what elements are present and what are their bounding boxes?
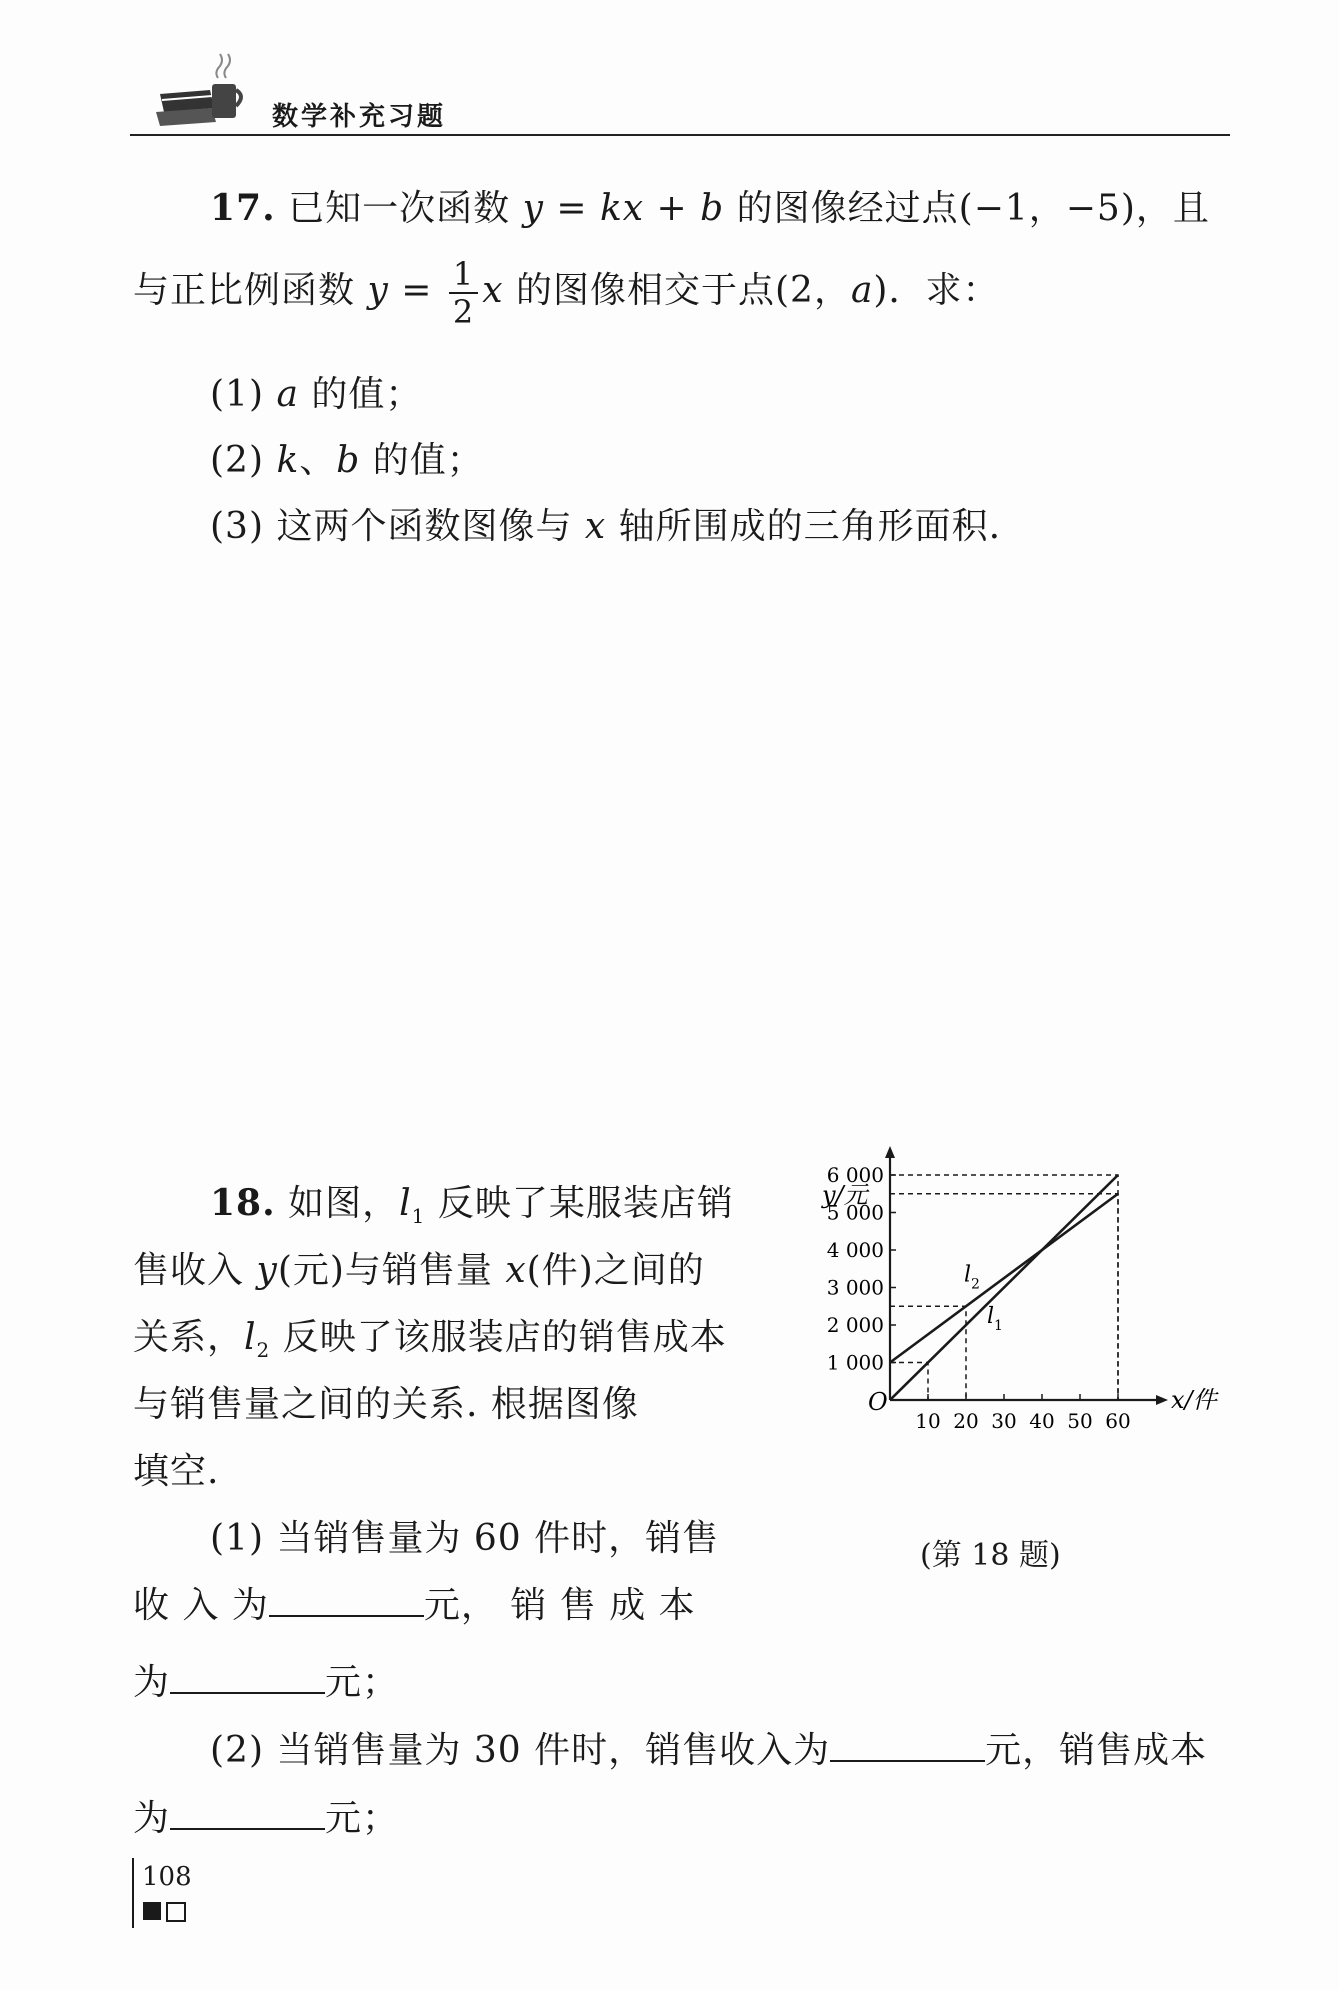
q17-line-2: 与正比例函数 y = $\frac{1}{2}$ x 的图像相交于点(2，a)．求： [133,255,1000,331]
books-and-cup-icon [152,50,252,130]
part-text: 的值； [372,440,484,481]
part-text: 的值； [311,374,423,415]
q18-line-2: 售收入 y(元)与销售量 x(件)之间的 [133,1250,705,1291]
x-axis-arrow-icon [1156,1395,1168,1405]
q17-linear-equation: y [522,188,544,229]
x-tick-label: 50 [1067,1409,1093,1433]
part-label: (1) [210,374,264,415]
q18-line-3: 关系，$l_2$ 反映了该服装店的销售成本 [133,1317,727,1363]
q17-part-1: (1) a 的值； [210,374,423,415]
series-label-subscript: 1 [994,1318,1003,1334]
answer-blank[interactable] [170,1662,325,1694]
y-axis-label: y/元 [822,1181,868,1209]
series-label-l2: l [964,1262,972,1288]
q17-text: 的图像经过点(−1，−5)，且 [736,188,1210,229]
q18-line-5: 填空. [133,1451,220,1492]
part-text: 、 [299,440,337,481]
q17-text: )．求： [873,270,1000,311]
x-tick-label: 60 [1105,1409,1131,1433]
empty-square-icon [166,1902,186,1922]
x-tick-label: 10 [915,1409,941,1433]
header-divider [130,134,1230,136]
q17-text: 已知一次函数 [288,188,511,229]
x-tick-label: 40 [1029,1409,1055,1433]
answer-blank[interactable] [170,1798,325,1830]
q18-text: 为 [133,1662,171,1703]
q18-text: (2) 当销售量为 30 件时，销售收入为 [210,1730,831,1771]
fraction-one-half: $\frac{1}{2}$ [449,256,478,330]
q18-text: 元； [325,1798,400,1839]
q18-text: (件)之间的 [526,1250,705,1291]
q17-part-2: (2) k、b 的值； [210,440,484,481]
x-tick-label: 20 [953,1409,979,1433]
figure-caption: (第 18 题) [920,1538,1061,1573]
series-label-l1: l [987,1304,995,1329]
q18-text: 元，销售成本 [985,1730,1208,1771]
q18-sub-2-end [133,1790,399,1841]
series-label-subscript: 2 [971,1276,980,1293]
q18-line-1: 18. 如图，$l_1$ 反映了某服装店销 [210,1182,734,1229]
y-tick-label: 4 000 [826,1238,884,1262]
dashed-guide-line [890,1194,1118,1400]
q17-part-3: (3) 这两个函数图像与 x 轴所围成的三角形面积. [210,506,1002,547]
q17-line-1: 17. 已知一次函数 y = kx + b 的图像经过点(−1，−5)，且 [210,187,1210,229]
series-line-l1 [890,1175,1118,1400]
q17-text: 与正比例函数 [133,270,356,311]
y-tick-label: 3 000 [826,1275,884,1300]
q17-number: 17. [210,187,276,229]
q18-text: 元； [325,1662,400,1703]
y-tick-label: 2 000 [826,1313,884,1337]
y-axis-arrow-icon [885,1146,895,1158]
y-tick-label: 5 000 [826,1200,884,1225]
q18-number: 18. [210,1182,276,1224]
q18-text: (元)与销售量 [277,1250,493,1291]
q18-sub-1-end [133,1654,399,1705]
answer-blank[interactable] [830,1730,985,1762]
part-text: 轴所围成的三角形面积. [618,506,1002,547]
part-text: (3) 这两个函数图像与 [210,506,573,547]
part-label: (2) [210,440,264,481]
q18-sub-1: (1) 当销售量为 60 件时，销售 [210,1518,720,1559]
q18-text: 反映了该服装店的销售成本 [282,1317,727,1358]
y-tick-label: 1 000 [826,1350,884,1375]
q18-sub-1-cont [133,1577,696,1628]
y-tick-label: 6 000 [826,1163,884,1187]
header-title: 数学补充习题 [272,102,447,132]
q18-text: 为 [133,1798,171,1839]
page-number: 108 [142,1862,192,1892]
q18-text: 售收入 [133,1250,245,1291]
q18-chart [800,1163,1240,1450]
filled-square-icon [143,1902,161,1920]
q18-text: 关系， [133,1317,245,1358]
page-number-bar [132,1858,134,1928]
answer-blank[interactable] [269,1585,424,1617]
series-line-l2 [890,1194,1118,1363]
x-tick-label: 30 [991,1409,1017,1433]
x-axis-label: x/件 [1171,1386,1217,1414]
q17-text: 的图像相交于点(2， [516,270,851,311]
q18-text: 反映了某服装店销 [437,1183,734,1224]
origin-label: O [868,1388,888,1416]
q18-sub-2 [210,1722,1207,1773]
q18-text: 元， 销 售 成 本 [423,1585,696,1626]
q18-text: 收 入 为 [133,1585,269,1626]
q18-text: 如图， [288,1183,400,1224]
q18-line-4: 与销售量之间的关系. 根据图像 [133,1384,639,1425]
